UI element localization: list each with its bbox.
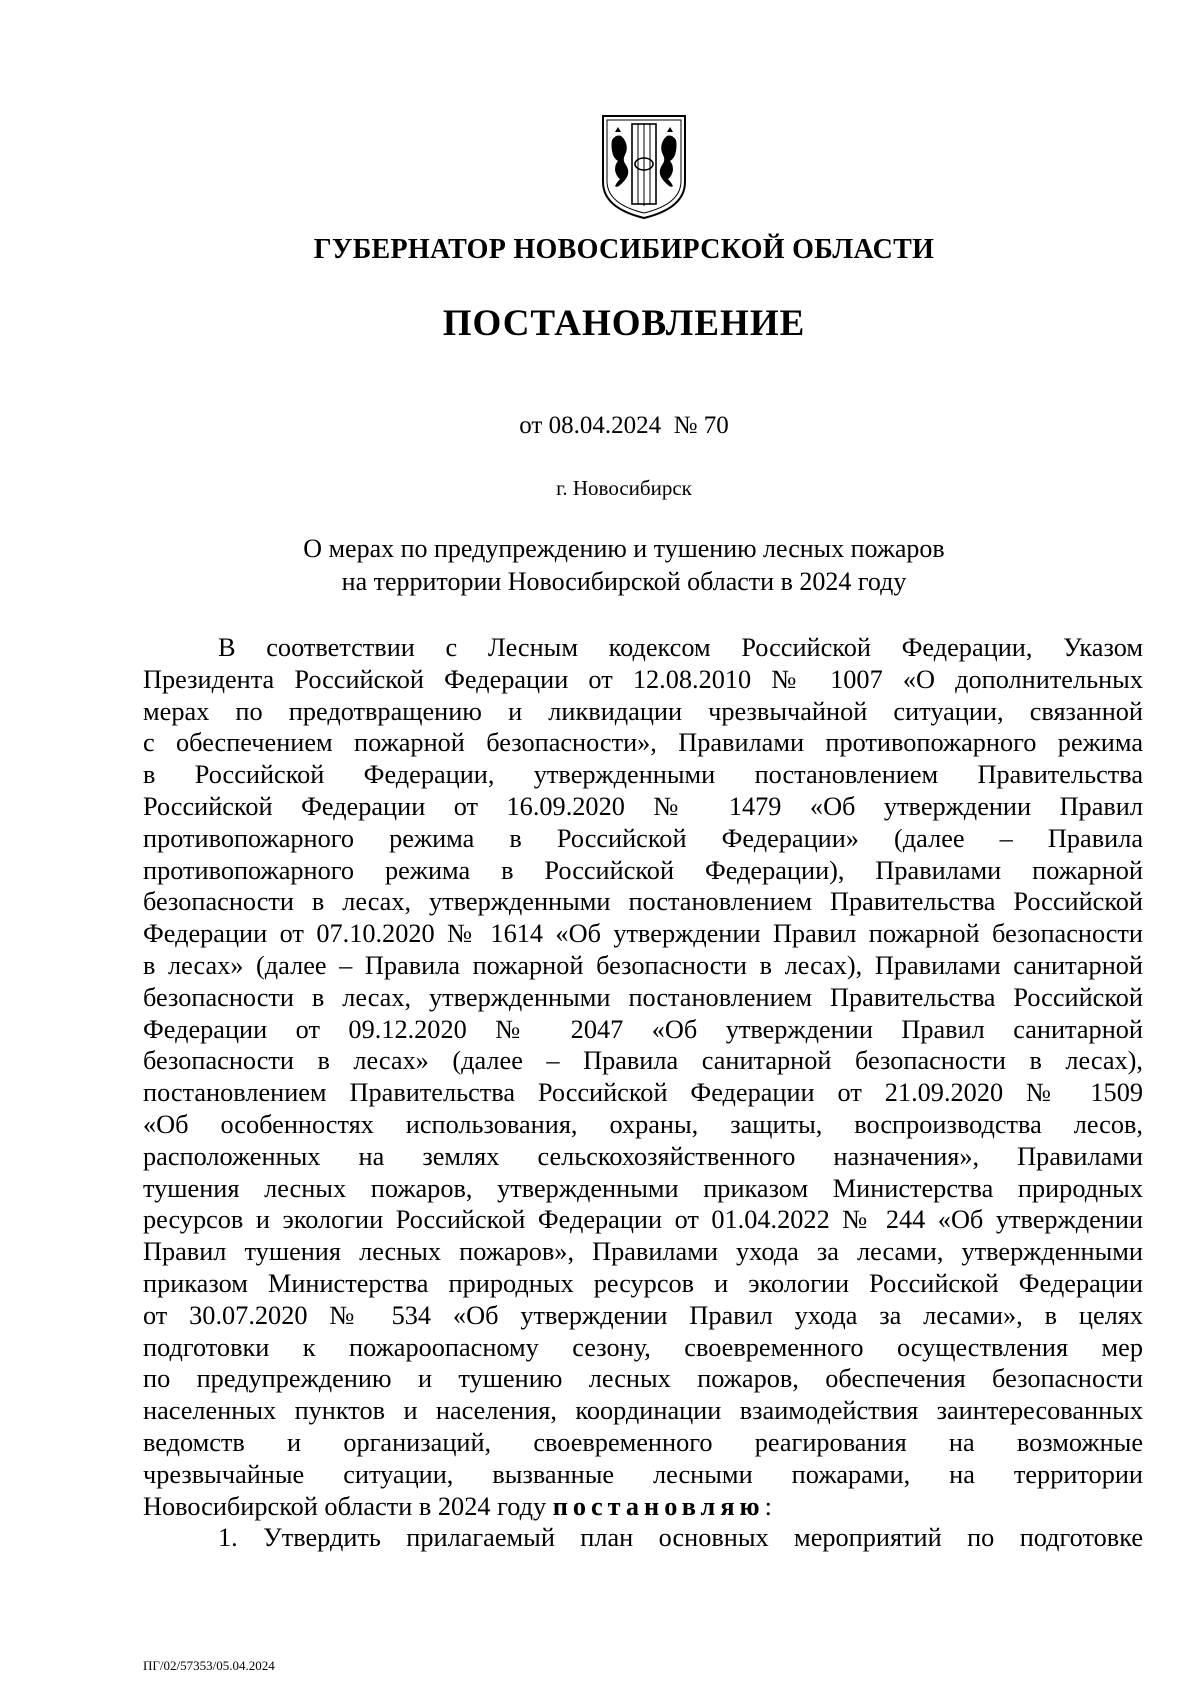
body-line: противопожарного режима в Российской Федерации), Правилами пожарной [143, 855, 1143, 885]
document-type-title: ПОСТАНОВЛЕНИЕ [442, 303, 806, 344]
body-line: в лесах» (далее – Правила пожарной безопасности в лесах), Правилами санитарной [143, 950, 1143, 980]
decree-suffix: : [764, 1491, 772, 1521]
body-line: чрезвычайные ситуации, вызванные лесными пожарами, на территории [143, 1459, 1143, 1489]
body-line: ведомств и организаций, своевременного реагирования на возможные [143, 1427, 1143, 1457]
issuing-authority: ГУБЕРНАТОР НОВОСИБИРСКОЙ ОБЛАСТИ [313, 234, 935, 265]
document-date-number: от 08.04.2024 № 70 [519, 412, 729, 439]
body-line: от 30.07.2020 № 534 «Об утверждении Правил ухода за лесами», в целях [143, 1300, 1143, 1330]
body-line: с обеспечением пожарной безопасности», Правилами противопожарного режима [143, 728, 1143, 758]
body-line: по предупреждению и тушению лесных пожаров, обеспечения безопасности [143, 1364, 1143, 1394]
body-line: постановлением Правительства Российской Федерации от 21.09.2020 № 1509 [143, 1078, 1143, 1108]
body-line: Федерации от 09.12.2020 № 2047 «Об утверждении Правил санитарной [143, 1014, 1143, 1044]
issue-city: г. Новосибирск [556, 476, 692, 500]
body-line: «Об особенностях использования, охраны, защиты, воспроизводства лесов, [143, 1109, 1143, 1139]
body-line: ресурсов и экологии Российской Федерации от 01.04.2022 № 244 «Об утверждении [143, 1205, 1143, 1235]
body-line: Правил тушения лесных пожаров», Правилами ухода за лесами, утвержденными [143, 1237, 1143, 1267]
body-line: противопожарного режима в Российской Федерации» (далее – Правила [143, 823, 1143, 853]
registration-number: ПГ/02/57353/05.04.2024 [143, 1658, 275, 1673]
body-line: расположенных на землях сельскохозяйственного назначения», Правилами [143, 1141, 1143, 1171]
body-line: Президента Российской Федерации от 12.08.2010 № 1007 «О дополнительных [143, 664, 1143, 694]
body-line: безопасности в лесах» (далее – Правила санитарной безопасности в лесах), [143, 1046, 1143, 1076]
subject-line: на территории Новосибирской области в 2024 году [341, 567, 907, 596]
decree-line [143, 1491, 1143, 1523]
body-line: подготовки к пожароопасному сезону, своевременного осуществления мер [143, 1332, 1143, 1362]
decree-word: постановляю [552, 1491, 765, 1521]
decree-line-prefix: Новосибирской области в 2024 году [143, 1491, 547, 1521]
body-line: Федерации от 07.10.2020 № 1614 «Об утверждении Правил пожарной безопасности [143, 919, 1143, 949]
body-line: безопасности в лесах, утвержденными постановлением Правительства Российской [143, 982, 1143, 1012]
document-subject [0, 532, 1200, 598]
coat-of-arms-emblem [599, 112, 689, 220]
item-1-line: 1. Утвердить прилагаемый план основных мероприятий по подготовке [218, 1523, 1143, 1553]
subject-line: О мерах по предупреждению и тушению лесных пожаров [303, 534, 945, 563]
body-line: Российской Федерации от 16.09.2020 № 1479 «Об утверждении Правил [143, 791, 1143, 821]
body-line: приказом Министерства природных ресурсов и экологии Российской Федерации [143, 1268, 1143, 1298]
document-body [143, 632, 1143, 1554]
body-line: безопасности в лесах, утвержденными постановлением Правительства Российской [143, 887, 1143, 917]
body-line: в Российской Федерации, утвержденными постановлением Правительства [143, 760, 1143, 790]
body-line: мерах по предотвращению и ликвидации чрезвычайной ситуации, связанной [143, 696, 1143, 726]
body-line: тушения лесных пожаров, утвержденными приказом Министерства природных [143, 1173, 1143, 1203]
body-line: населенных пунктов и населения, координации взаимодействия заинтересованных [143, 1396, 1143, 1426]
body-line: В соответствии с Лесным кодексом Российской Федерации, Указом [218, 633, 1143, 662]
